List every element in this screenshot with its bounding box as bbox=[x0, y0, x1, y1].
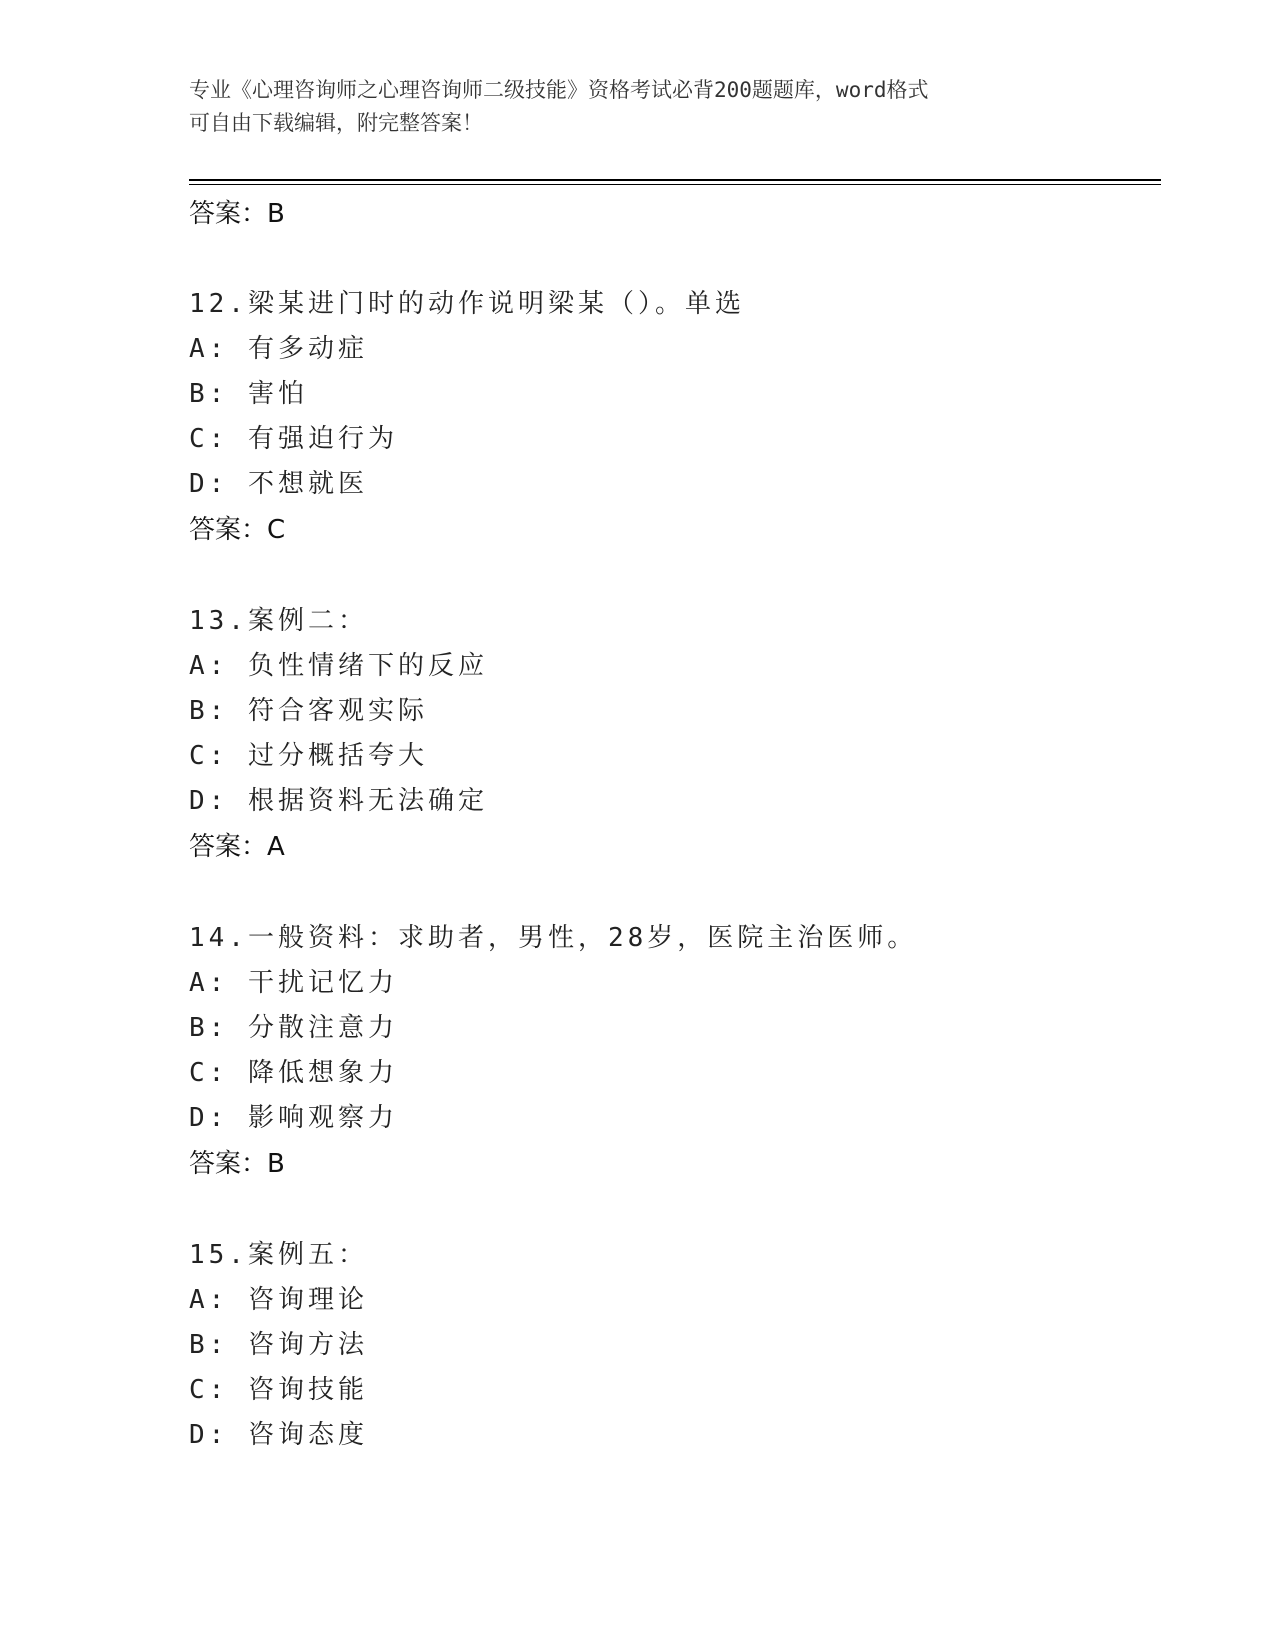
question-stem: 14.一般资料：求助者，男性，28岁，医院主治医师。 bbox=[189, 923, 918, 953]
option-a: A: 咨询理论 bbox=[189, 1285, 368, 1315]
header-line-2: 可自由下载编辑，附完整答案！ bbox=[189, 111, 483, 135]
option-b: B: 咨询方法 bbox=[189, 1330, 368, 1360]
option-d: D: 影响观察力 bbox=[189, 1103, 398, 1133]
option-c: C: 过分概括夸大 bbox=[189, 741, 428, 771]
option-c: C: 降低想象力 bbox=[189, 1058, 398, 1088]
answer-line: 答案：C bbox=[189, 515, 286, 545]
answer-line: 答案：B bbox=[189, 199, 285, 229]
option-b: B: 分散注意力 bbox=[189, 1013, 398, 1043]
option-d: D: 咨询态度 bbox=[189, 1420, 368, 1450]
option-b: B: 符合客观实际 bbox=[189, 696, 428, 726]
option-d: D: 不想就医 bbox=[189, 469, 368, 499]
header-divider-thin bbox=[189, 184, 1161, 185]
question-stem: 15.案例五： bbox=[189, 1240, 368, 1270]
option-c: C: 咨询技能 bbox=[189, 1375, 368, 1405]
header-divider-thick bbox=[189, 179, 1161, 181]
option-b: B: 害怕 bbox=[189, 379, 308, 409]
option-a: A: 干扰记忆力 bbox=[189, 968, 398, 998]
question-stem: 12.梁某进门时的动作说明梁某（）。单选 bbox=[189, 289, 745, 319]
option-a: A: 负性情绪下的反应 bbox=[189, 651, 488, 681]
option-d: D: 根据资料无法确定 bbox=[189, 786, 488, 816]
answer-line: 答案：B bbox=[189, 1149, 285, 1179]
option-a: A: 有多动症 bbox=[189, 334, 368, 364]
option-c: C: 有强迫行为 bbox=[189, 424, 398, 454]
document-header bbox=[189, 74, 1069, 140]
question-stem: 13.案例二： bbox=[189, 606, 368, 636]
header-line-1: 专业《心理咨询师之心理咨询师二级技能》资格考试必背200题题库，word格式 bbox=[189, 78, 929, 102]
answer-line: 答案：A bbox=[189, 832, 285, 862]
